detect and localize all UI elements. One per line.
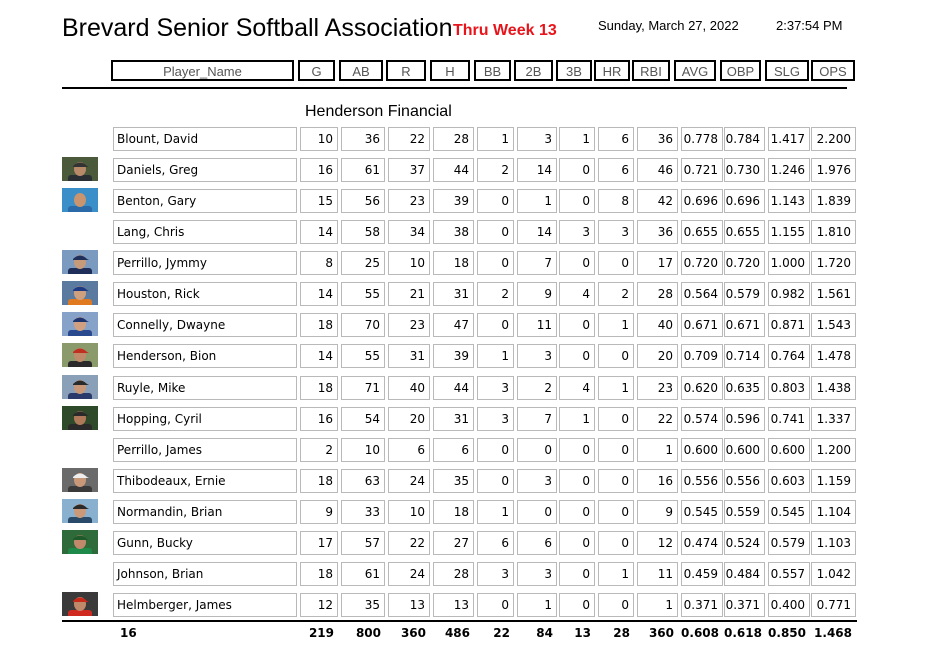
stat-rbi: 17 [637,251,678,275]
stat-obp: 0.635 [724,376,765,400]
stat-obp: 0.371 [724,593,765,617]
total-3b: 13 [574,626,591,640]
stat-ops: 1.042 [811,562,856,586]
stat-2b: 0 [517,438,557,462]
stat-slg: 0.557 [768,562,810,586]
stat-3b: 0 [559,593,595,617]
stat-rbi: 1 [637,438,678,462]
stat-slg: 0.603 [768,469,810,493]
stat-ops: 1.104 [811,500,856,524]
player-name[interactable]: Thibodeaux, Ernie [113,469,297,493]
total-2b: 84 [536,626,553,640]
stat-avg: 0.721 [681,158,723,182]
stat-r: 6 [388,438,430,462]
stat-hr: 0 [598,251,634,275]
stat-avg: 0.671 [681,313,723,337]
player-photo [62,375,98,399]
stat-h: 35 [433,469,474,493]
stat-slg: 0.803 [768,376,810,400]
stat-rbi: 12 [637,531,678,555]
stat-r: 23 [388,189,430,213]
stat-slg: 1.000 [768,251,810,275]
column-header-obp[interactable]: OBP [720,60,761,81]
player-name[interactable]: Lang, Chris [113,220,297,244]
stat-r: 22 [388,531,430,555]
stat-h: 6 [433,438,474,462]
stat-slg: 0.600 [768,438,810,462]
stat-hr: 6 [598,127,634,151]
player-photo [62,499,98,523]
stat-r: 23 [388,313,430,337]
stat-slg: 0.764 [768,344,810,368]
stat-obp: 0.579 [724,282,765,306]
column-header-ab[interactable]: AB [339,60,383,81]
player-name[interactable]: Houston, Rick [113,282,297,306]
stat-bb: 1 [477,127,514,151]
stat-obp: 0.596 [724,407,765,431]
stat-2b: 3 [517,344,557,368]
stat-rbi: 11 [637,562,678,586]
stat-ops: 1.438 [811,376,856,400]
stat-3b: 0 [559,500,595,524]
stat-rbi: 28 [637,282,678,306]
stat-g: 18 [300,469,338,493]
player-photo [62,157,98,181]
stat-g: 18 [300,376,338,400]
total-g: 219 [308,626,334,640]
column-header-3b[interactable]: 3B [556,60,592,81]
stat-obp: 0.556 [724,469,765,493]
stat-r: 21 [388,282,430,306]
totals-divider [62,620,857,622]
column-header-ops[interactable]: OPS [811,60,855,81]
total-ab: 800 [355,626,381,640]
stat-obp: 0.714 [724,344,765,368]
stat-avg: 0.655 [681,220,723,244]
column-header-2b[interactable]: 2B [514,60,553,81]
stat-2b: 2 [517,376,557,400]
stat-g: 18 [300,313,338,337]
stat-g: 18 [300,562,338,586]
player-name[interactable]: Gunn, Bucky [113,531,297,555]
stat-ab: 71 [341,376,385,400]
stat-3b: 0 [559,469,595,493]
total-h: 486 [444,626,470,640]
stat-slg: 0.400 [768,593,810,617]
stat-h: 47 [433,313,474,337]
stat-slg: 1.143 [768,189,810,213]
stat-g: 15 [300,189,338,213]
report-time: 2:37:54 PM [776,18,843,33]
stat-bb: 0 [477,313,514,337]
total-ops: 1.468 [814,626,852,640]
stat-avg: 0.720 [681,251,723,275]
stat-2b: 3 [517,562,557,586]
stat-bb: 2 [477,282,514,306]
stat-bb: 0 [477,251,514,275]
stat-avg: 0.459 [681,562,723,586]
stat-avg: 0.709 [681,344,723,368]
stat-h: 39 [433,189,474,213]
stat-ops: 1.839 [811,189,856,213]
stat-3b: 1 [559,407,595,431]
stat-ab: 55 [341,344,385,368]
stat-hr: 0 [598,344,634,368]
stat-avg: 0.556 [681,469,723,493]
stat-h: 44 [433,158,474,182]
stat-bb: 3 [477,407,514,431]
stat-avg: 0.564 [681,282,723,306]
stat-obp: 0.720 [724,251,765,275]
stat-2b: 7 [517,251,557,275]
stat-rbi: 40 [637,313,678,337]
player-name[interactable]: Normandin, Brian [113,500,297,524]
stat-slg: 0.982 [768,282,810,306]
stat-bb: 0 [477,469,514,493]
stat-bb: 1 [477,500,514,524]
stat-2b: 3 [517,469,557,493]
stat-3b: 0 [559,344,595,368]
stat-avg: 0.696 [681,189,723,213]
total-bb: 22 [493,626,510,640]
stat-3b: 0 [559,562,595,586]
stat-bb: 3 [477,562,514,586]
stat-ab: 61 [341,562,385,586]
stat-obp: 0.559 [724,500,765,524]
stat-2b: 11 [517,313,557,337]
stat-2b: 14 [517,220,557,244]
stat-h: 27 [433,531,474,555]
stat-rbi: 9 [637,500,678,524]
stat-ops: 1.720 [811,251,856,275]
stat-g: 16 [300,407,338,431]
stat-ab: 54 [341,407,385,431]
header-divider [62,87,847,89]
player-photo [62,530,98,554]
stat-2b: 0 [517,500,557,524]
stat-slg: 0.579 [768,531,810,555]
total-slg: 0.850 [768,626,806,640]
stat-h: 38 [433,220,474,244]
stat-3b: 0 [559,251,595,275]
column-header-bb[interactable]: BB [474,60,511,81]
stat-slg: 0.545 [768,500,810,524]
stat-rbi: 20 [637,344,678,368]
stat-hr: 1 [598,562,634,586]
total-hr: 28 [613,626,630,640]
player-name[interactable]: Perrillo, James [113,438,297,462]
player-name[interactable]: Ruyle, Mike [113,376,297,400]
stat-r: 13 [388,593,430,617]
stat-hr: 3 [598,220,634,244]
stat-r: 31 [388,344,430,368]
player-photo [62,468,98,492]
stat-hr: 0 [598,531,634,555]
stat-3b: 0 [559,189,595,213]
stat-h: 28 [433,127,474,151]
stat-3b: 3 [559,220,595,244]
stat-slg: 1.417 [768,127,810,151]
player-name[interactable]: Blount, David [113,127,297,151]
stat-h: 31 [433,282,474,306]
player-name[interactable]: Helmberger, James [113,593,297,617]
column-header-g[interactable]: G [298,60,335,81]
stat-avg: 0.574 [681,407,723,431]
stat-2b: 6 [517,531,557,555]
column-header-rbi[interactable]: RBI [632,60,670,81]
stat-g: 2 [300,438,338,462]
stat-ops: 1.561 [811,282,856,306]
stat-obp: 0.730 [724,158,765,182]
total-r: 360 [400,626,426,640]
stat-h: 13 [433,593,474,617]
stat-rbi: 46 [637,158,678,182]
player-name[interactable]: Henderson, Bion [113,344,297,368]
stat-ab: 56 [341,189,385,213]
week-label: Thru Week 13 [453,22,557,39]
page-title: Brevard Senior Softball Association [62,14,453,42]
stat-2b: 9 [517,282,557,306]
stat-bb: 0 [477,220,514,244]
player-name[interactable]: Hopping, Cyril [113,407,297,431]
stat-hr: 0 [598,593,634,617]
stat-g: 12 [300,593,338,617]
stat-h: 18 [433,500,474,524]
player-photo [62,188,98,212]
stat-ab: 61 [341,158,385,182]
stat-g: 9 [300,500,338,524]
player-name[interactable]: Benton, Gary [113,189,297,213]
stat-ab: 35 [341,593,385,617]
stat-rbi: 36 [637,220,678,244]
stat-ab: 57 [341,531,385,555]
stat-hr: 1 [598,376,634,400]
stat-hr: 0 [598,469,634,493]
stat-hr: 8 [598,189,634,213]
column-header-slg[interactable]: SLG [765,60,809,81]
stat-avg: 0.778 [681,127,723,151]
stat-ops: 1.478 [811,344,856,368]
stat-3b: 1 [559,127,595,151]
stat-ops: 1.543 [811,313,856,337]
player-photo [62,592,98,616]
stat-h: 18 [433,251,474,275]
stat-g: 10 [300,127,338,151]
stat-3b: 0 [559,158,595,182]
stat-obp: 0.696 [724,189,765,213]
stat-bb: 2 [477,158,514,182]
column-header-hr[interactable]: HR [594,60,630,81]
stat-ops: 1.200 [811,438,856,462]
stat-avg: 0.371 [681,593,723,617]
stat-ab: 10 [341,438,385,462]
stat-r: 24 [388,469,430,493]
stat-obp: 0.784 [724,127,765,151]
stat-slg: 0.871 [768,313,810,337]
stat-ab: 25 [341,251,385,275]
total-obp: 0.618 [724,626,762,640]
stat-rbi: 22 [637,407,678,431]
player-photo [62,281,98,305]
stat-slg: 1.155 [768,220,810,244]
stat-h: 39 [433,344,474,368]
stat-bb: 0 [477,593,514,617]
stat-r: 40 [388,376,430,400]
report-date: Sunday, March 27, 2022 [598,18,739,33]
player-name[interactable]: Johnson, Brian [113,562,297,586]
stat-3b: 0 [559,313,595,337]
stat-avg: 0.600 [681,438,723,462]
stat-2b: 3 [517,127,557,151]
stat-obp: 0.671 [724,313,765,337]
player-photo [62,312,98,336]
player-photo [62,406,98,430]
stat-hr: 0 [598,438,634,462]
stat-2b: 7 [517,407,557,431]
column-header-h[interactable]: H [430,60,470,81]
total-rbi: 360 [648,626,674,640]
stat-rbi: 16 [637,469,678,493]
stat-avg: 0.545 [681,500,723,524]
stat-avg: 0.474 [681,531,723,555]
column-header-r[interactable]: R [386,60,426,81]
stat-ab: 70 [341,313,385,337]
stat-rbi: 23 [637,376,678,400]
player-name[interactable]: Perrillo, Jymmy [113,251,297,275]
stat-g: 16 [300,158,338,182]
stat-r: 10 [388,500,430,524]
stat-bb: 1 [477,344,514,368]
stat-ab: 36 [341,127,385,151]
stat-hr: 1 [598,313,634,337]
player-name[interactable]: Daniels, Greg [113,158,297,182]
stat-h: 31 [433,407,474,431]
stat-ops: 1.103 [811,531,856,555]
team-name: Henderson Financial [305,103,452,120]
stat-2b: 1 [517,593,557,617]
stat-ops: 1.810 [811,220,856,244]
stat-obp: 0.524 [724,531,765,555]
stat-bb: 0 [477,189,514,213]
stat-3b: 4 [559,282,595,306]
stat-r: 20 [388,407,430,431]
stat-r: 34 [388,220,430,244]
stat-ops: 2.200 [811,127,856,151]
stat-obp: 0.600 [724,438,765,462]
total-player-count: 16 [120,626,137,640]
stat-2b: 1 [517,189,557,213]
stat-ab: 63 [341,469,385,493]
stat-h: 28 [433,562,474,586]
stat-ab: 58 [341,220,385,244]
column-header-player-name[interactable]: Player_Name [111,60,294,81]
stat-2b: 14 [517,158,557,182]
stat-ab: 33 [341,500,385,524]
stat-slg: 0.741 [768,407,810,431]
stat-g: 14 [300,282,338,306]
stat-h: 44 [433,376,474,400]
stat-3b: 0 [559,531,595,555]
stat-g: 17 [300,531,338,555]
player-photo [62,343,98,367]
stat-bb: 3 [477,376,514,400]
stat-3b: 0 [559,438,595,462]
stat-avg: 0.620 [681,376,723,400]
stat-3b: 4 [559,376,595,400]
stat-r: 37 [388,158,430,182]
stat-rbi: 36 [637,127,678,151]
stat-ops: 1.976 [811,158,856,182]
total-avg: 0.608 [681,626,719,640]
stat-hr: 0 [598,407,634,431]
stat-hr: 2 [598,282,634,306]
stat-ops: 1.159 [811,469,856,493]
stat-r: 10 [388,251,430,275]
stat-r: 22 [388,127,430,151]
stat-ab: 55 [341,282,385,306]
stat-hr: 0 [598,500,634,524]
stat-ops: 0.771 [811,593,856,617]
column-header-avg[interactable]: AVG [674,60,716,81]
stat-ops: 1.337 [811,407,856,431]
stat-bb: 0 [477,438,514,462]
player-photo [62,250,98,274]
stat-slg: 1.246 [768,158,810,182]
stat-g: 8 [300,251,338,275]
stat-bb: 6 [477,531,514,555]
stat-hr: 6 [598,158,634,182]
stat-rbi: 42 [637,189,678,213]
stat-rbi: 1 [637,593,678,617]
stat-obp: 0.484 [724,562,765,586]
stat-g: 14 [300,220,338,244]
stat-r: 24 [388,562,430,586]
player-name[interactable]: Connelly, Dwayne [113,313,297,337]
stat-obp: 0.655 [724,220,765,244]
stat-g: 14 [300,344,338,368]
